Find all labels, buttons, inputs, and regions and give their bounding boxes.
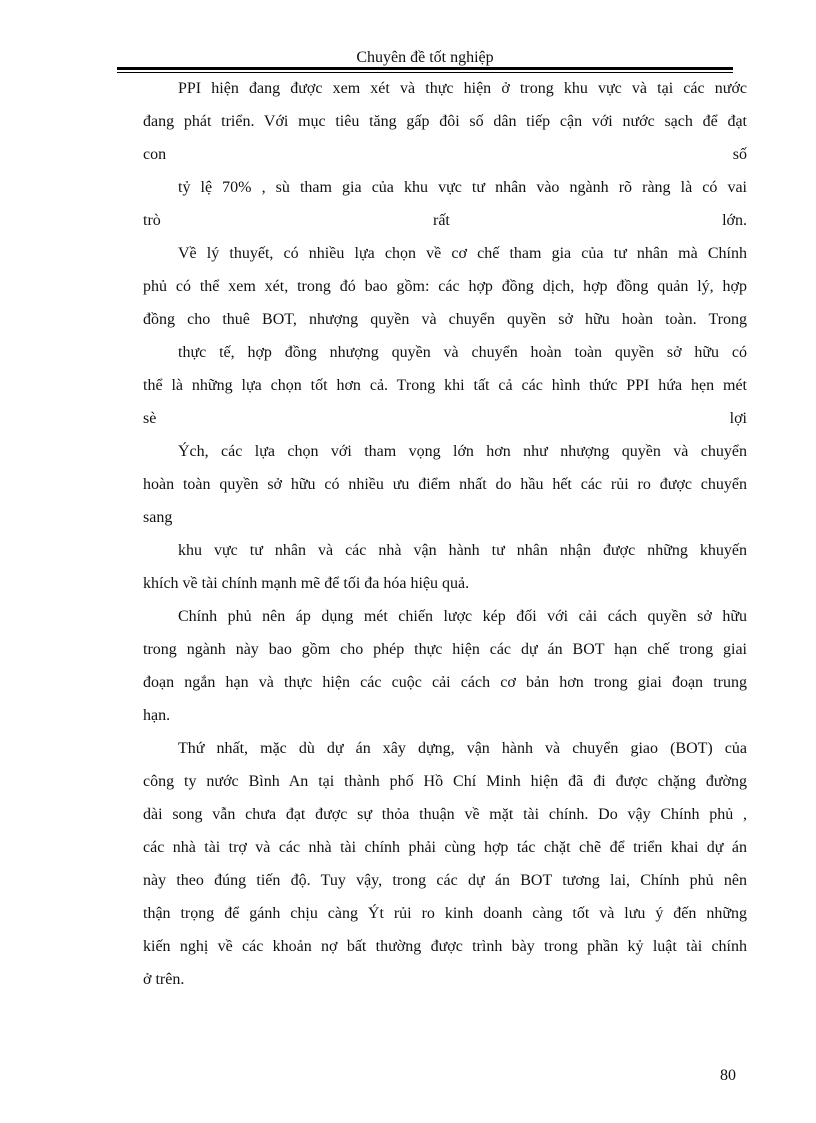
header-rule-thin <box>117 72 733 73</box>
text-line: đang phát triển. Với mục tiêu tăng gấp đôi số dân tiếp cận với nước sạch để đạt <box>143 113 747 130</box>
text-line: đoạn ngắn hạn và thực hiện các cuộc cải cách cơ bản hơn trong giai đoạn trung <box>143 674 747 691</box>
text-line: sè lợi <box>143 410 747 427</box>
text-line: PPI hiện đang được xem xét và thực hiện ở trong khu vực và tại các nước <box>178 80 747 97</box>
text-line: thể là những lựa chọn tốt hơn cả. Trong khi tất cả các hình thức PPI hứa hẹn mét <box>143 377 747 394</box>
page-number: 80 <box>720 1067 736 1084</box>
text-line: đồng cho thuê BOT, nhượng quyền và chuyển quyền sở hữu hoàn toàn. Trong <box>143 311 747 328</box>
text-line: hoàn toàn quyền sở hữu có nhiều ưu điểm nhất do hầu hết các rủi ro được chuyển <box>143 476 747 493</box>
header-title: Chuyên đề tốt nghiệp <box>356 49 494 66</box>
header-rule-thick <box>117 67 733 70</box>
text-line: hạn. <box>143 707 171 724</box>
text-line: sang <box>143 509 173 526</box>
text-line: này theo đúng tiến độ. Tuy vậy, trong các dự án BOT tương lai, Chính phủ nên <box>143 872 747 889</box>
text-line: con số <box>143 146 747 163</box>
text-line: công ty nước Bình An tại thành phố Hồ Chí Minh hiện đã đi được chặng đường <box>143 773 747 790</box>
text-line: Chính phủ nên áp dụng mét chiến lược kép đối với cải cách quyền sở hữu <box>178 608 747 625</box>
text-line: khích về tài chính mạnh mẽ để tối đa hóa hiệu quả. <box>143 575 470 592</box>
text-line: ở trên. <box>143 971 185 988</box>
text-line: kiến nghị về các khoản nợ bất thường được trình bày trong phần kỷ luật tài chính <box>143 938 747 955</box>
text-line: Thứ nhất, mặc dù dự án xây dựng, vận hành và chuyển giao (BOT) của <box>178 740 747 757</box>
text-line: khu vực tư nhân và các nhà vận hành tư nhân nhận được những khuyến <box>178 542 747 559</box>
text-line: Ých, các lựa chọn với tham vọng lớn hơn như nhượng quyền và chuyển <box>178 443 747 460</box>
text-line: trong ngành này bao gồm cho phép thực hiện các dự án BOT hạn chế trong giai <box>143 641 747 658</box>
text-line: Về lý thuyết, có nhiều lựa chọn về cơ chế tham gia của tư nhân mà Chính <box>178 245 747 262</box>
text-line: tỷ lệ 70% , sù tham gia của khu vực tư nhân vào ngành rõ ràng là có vai <box>178 179 747 196</box>
text-line: dài song vẫn chưa đạt được sự thỏa thuận về mặt tài chính. Do vậy Chính phủ , <box>143 806 747 823</box>
text-line: phủ có thể xem xét, trong đó bao gồm: các hợp đồng dịch, hợp đồng quản lý, hợp <box>143 278 747 295</box>
text-line: thực tế, hợp đồng nhượng quyền và chuyển hoàn toàn quyền sở hữu có <box>178 344 747 361</box>
text-line: trò rất lớn. <box>143 212 747 229</box>
text-line: các nhà tài trợ và các nhà tài chính phải cùng hợp tác chặt chẽ để triển khai dự án <box>143 839 747 856</box>
text-line: thận trọng để gánh chịu càng Ýt rủi ro kinh doanh càng tốt và lưu ý đến những <box>143 905 747 922</box>
